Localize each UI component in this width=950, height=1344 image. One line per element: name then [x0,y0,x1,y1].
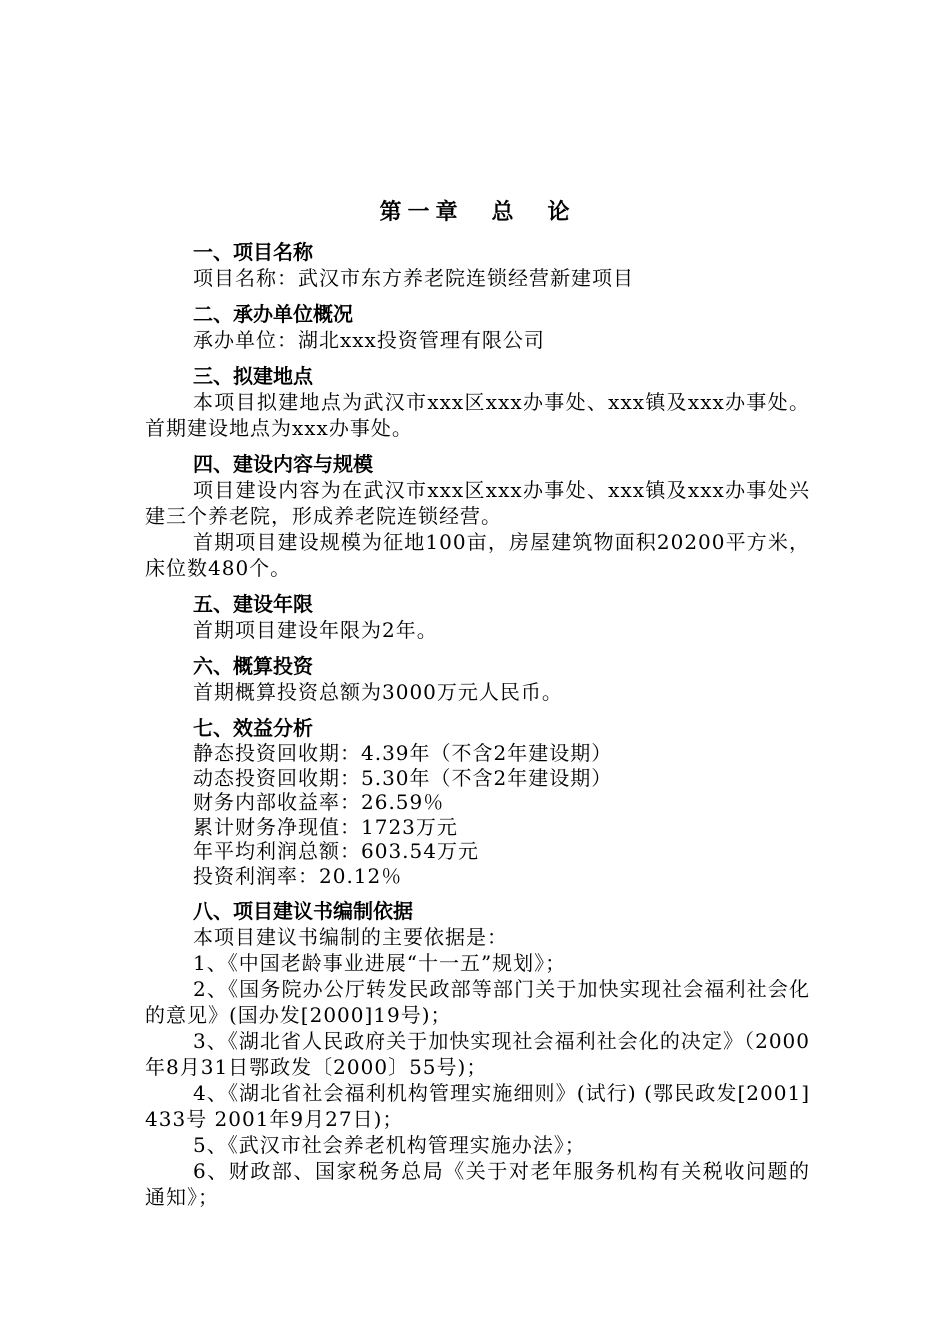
paragraph: 承办单位：湖北xxx投资管理有限公司 [193,328,545,352]
paragraph: 首期项目建设规模为征地100亩，房屋建筑物面积20200平方米，床位数480个。 [145,530,810,580]
section-heading: 五、建设年限 [193,592,313,616]
paragraph: 首期概算投资总额为3000万元人民币。 [193,680,563,704]
section-organizer [145,302,810,353]
section-heading: 一、项目名称 [193,240,313,264]
section-basis [145,899,810,1210]
section-heading: 四、建设内容与规模 [193,452,373,476]
section-heading: 六、概算投资 [193,654,313,678]
section-project-name [145,240,810,291]
section-heading: 三、拟建地点 [193,364,313,388]
section-benefit-analysis [145,716,810,888]
basis-item: 1、《中国老龄事业进展“十一五”规划》； [193,951,567,975]
paragraph: 项目建设内容为在武汉市xxx区xxx办事处、xxx镇及xxx办事处兴建三个养老院，形成养老院连锁经营。 [145,478,810,528]
section-location [145,364,810,441]
metric-line: 财务内部收益率：26.59％ [193,790,445,814]
metric-line: 年平均利润总额：603.54万元 [193,839,479,863]
metric-line: 投资利润率：20.12％ [193,863,403,888]
document-page [145,196,810,1221]
basis-item: 3、《湖北省人民政府关于加快实现社会福利社会化的决定》（2000年8月31日鄂政发〔2000〕55号)； [145,1029,810,1079]
section-investment [145,654,810,705]
basis-item: 6、财政部、国家税务总局《关于对老年服务机构有关税收问题的通知》； [145,1159,810,1209]
basis-item: 4、《湖北省社会福利机构管理实施细则》(试行) (鄂民政发[2001]433号 2001年9月27日)； [145,1081,810,1131]
section-heading: 七、效益分析 [193,716,313,740]
section-duration [145,592,810,643]
paragraph: 本项目拟建地点为武汉市xxx区xxx办事处、xxx镇及xxx办事处。首期建设地点为xxx办事处。 [145,390,810,440]
section-heading: 八、项目建议书编制依据 [193,899,413,923]
basis-item: 2、《国务院办公厅转发民政部等部门关于加快实现社会福利社会化的意见》(国办发[2000]19号)； [145,977,810,1027]
section-heading: 二、承办单位概况 [193,302,353,326]
metric-line: 静态投资回收期：4.39年（不含2年建设期） [193,741,613,765]
metric-line: 累计财务净现值：1723万元 [193,814,458,839]
paragraph: 项目名称：武汉市东方养老院连锁经营新建项目 [193,266,634,290]
paragraph: 首期项目建设年限为2年。 [193,618,438,642]
basis-item: 5、《武汉市社会养老机构管理实施办法》； [193,1133,586,1157]
section-scope [145,452,810,581]
paragraph: 本项目建议书编制的主要依据是： [193,925,508,949]
metric-line: 动态投资回收期：5.30年（不含2年建设期） [193,765,613,790]
chapter-title: 第一章 总 论 [379,200,576,225]
